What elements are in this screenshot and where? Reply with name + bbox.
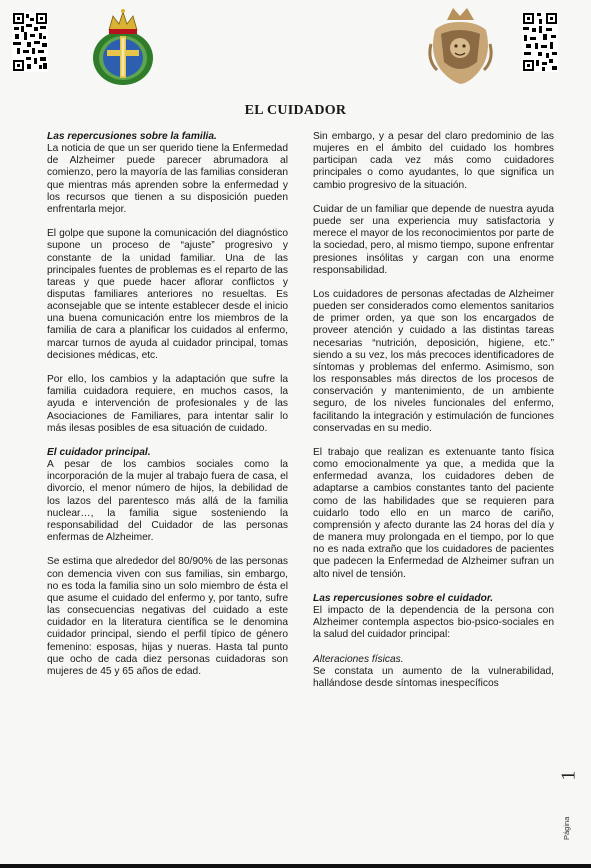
- paragraph: Se estima que alrededor del 80/90% de las personas con demencia viven con sus familias, sin embargo, no es toda la familia sino un solo miembro de ésta el que asume el cuidado del enfermo y, por tanto, sufre las consecuencias negativas del cuidado a este cuidador en la literatura científica se le denomina cuidador principal, siendo el perfil típico de género femenino: esposas, hijas y nueras. Hasta tal punto que ocho de cada diez personas cuidadoras son mujeres de 45 y 65 años de edad.: [47, 556, 288, 677]
- paragraph: Sin embargo, y a pesar del claro predominio de las mujeres en el ámbito del cuidado los hombres participan cada vez más como cuidadores principales o como ayudantes, lo que significa un cambio progresivo de la situación.: [313, 131, 554, 191]
- qr-code-right[interactable]: [522, 12, 558, 72]
- section-subheading: Alteraciones físicas.: [313, 653, 404, 665]
- section-heading: El cuidador principal.: [47, 447, 151, 459]
- bottom-border: [0, 864, 591, 868]
- coat-of-arms-emblem: [427, 4, 494, 86]
- paragraph: Cuidar de un familiar que depende de nuestra ayuda puede ser una experiencia muy satisfactoria y merece el mayor de los reconocimientos por parte de la sociedad, pero, al mismo tiempo, supone enfrentar presiones insólitas y cargan con una enorme responsabilidad.: [313, 203, 554, 276]
- paragraph: Se constata un aumento de la vulnerabilidad, hallándose desde síntomas inespecíficos: [313, 665, 554, 689]
- paragraph: La noticia de que un ser querido tiene la Enfermedad de Alzheimer puede parecer abrumadora al comienzo, pero la mayoría de las familias consideran que mientras más aprenden sobre la enfermedad y los recursos que tienen a su disposición pueden enfrentarla mejor.: [47, 143, 288, 215]
- page-number-label: [557, 770, 584, 840]
- page-number: 1: [557, 770, 580, 781]
- paragraph: El impacto de la dependencia de la persona con Alzheimer contempla aspectos bio-psico-sociales en la salud del cuidador principal:: [313, 605, 554, 641]
- qr-code-left[interactable]: [12, 12, 48, 72]
- right-column: [313, 131, 554, 690]
- left-column: [47, 131, 288, 690]
- crowned-cross-emblem: [91, 6, 156, 86]
- section-heading: Las repercusiones sobre el cuidador.: [313, 592, 494, 604]
- qr-code-icon: [522, 12, 558, 72]
- coat-of-arms-emblem-icon: [427, 4, 494, 86]
- paragraph: El trabajo que realizan es extenuante tanto física como emocionalmente ya que, a medida que la enfermedad avanza, los cuidadores deben de adaptarse a cambios constantes tanto del paciente como de las habilidades que se requieren para cuidarlo todo ello en un marco de cariño, comprensión y afecto durante las 24 horas del día y de manera muy prolongada en el tiempo, por lo que no es nada extraño que los cuidadores de pacientes que padecen la Enfermedad de Alzheimer sufran un alto nivel de tensión.: [313, 447, 554, 580]
- qr-code-icon: [12, 12, 48, 72]
- paragraph: A pesar de los cambios sociales como la incorporación de la mujer al trabajo fuera de casa, el divorcio, el menor número de hijos, la debilidad de los lazos del parentesco más allá de la familia nuclear…, la familia sigue sosteniendo la responsabilidad del Cuidador de las personas enfermas de Alzheimer.: [47, 459, 288, 544]
- section-heading: Las repercusiones sobre la familia.: [47, 131, 217, 142]
- page-title: EL CUIDADOR: [244, 103, 347, 118]
- paragraph: Por ello, los cambios y la adaptación que sufre la familia cuidadora requiere, en muchos casos, la ayuda e intervención de profesionales y de las Asociaciones de Familiares, para intentar salir lo más ilesas posibles de esa situación de cuidado.: [47, 374, 288, 434]
- paragraph: El golpe que supone la comunicación del diagnóstico supone un proceso de “ajuste” progresivo y constante de la unidad familiar. Una de las principales fuentes de problemas es el reparto de las tareas y que puede hacer aflorar conflictos y disputas familiares anteriores no resueltas. Es aconsejable que se intente establecer desde el inicio una buena comunicación entre los miembros de la familia de cara a planificar los cuidados al enfermo, marcar turnos de ayuda al cuidador principal, tomas decisiones médicas, etc.: [47, 228, 288, 361]
- page-word: Página: [562, 816, 571, 840]
- paragraph: Los cuidadores de personas afectadas de Alzheimer pueden ser considerados como elementos sanitarios de primer orden, ya que son los encargados de proveer atención y cuidado a las distintas tareas necesarias “nutrición, deposición, higiene, etc.” siendo a su vez, los más precoces identificadores de síntomas y problemas del enfermo. Asimismo, son los responsables más directos de los procesos de conservación y mantenimiento, de un ambiente seguro, de los niveles funcionales del enfermo, facilitando la integración y estimulación de funciones conservadas en su medio.: [313, 289, 554, 434]
- crowned-cross-emblem-icon: [91, 6, 156, 86]
